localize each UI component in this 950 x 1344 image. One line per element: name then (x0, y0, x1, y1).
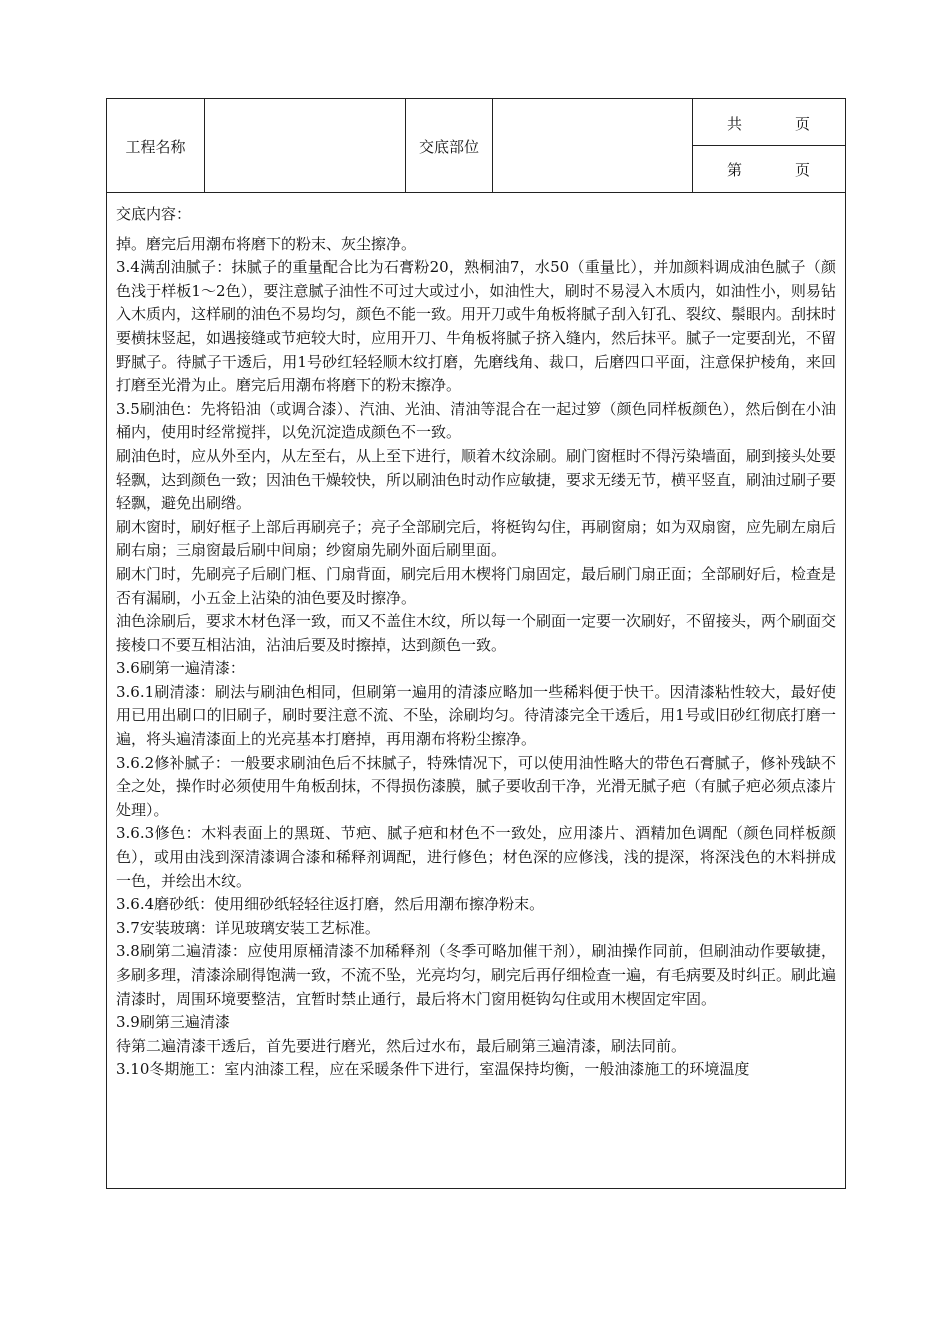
content-paragraph: 3.6.2修补腻子：一般要求刷油色后不抹腻子，特殊情况下，可以使用油性略大的带色石膏腻子，修补残缺不全之处，操作时必须使用牛角板刮抹，不得损伤漆膜，腻子要收刮干净，光滑无腻子疤（有腻子疤必须点漆片处理）。 (116, 753, 837, 819)
content-paragraph: 3.6.4磨砂纸：使用细砂纸轻轻往返打磨，然后用潮布擦净粉末。 (116, 895, 545, 914)
row-divider (692, 145, 845, 146)
content-label: 交底内容： (116, 205, 192, 223)
content-paragraph: 3.5刷油色：先将铅油（或调合漆）、汽油、光油、清油等混合在一起过箩（颜色同样板颜色），然后倒在小油桶内，使用时经常搅拌，以免沉淀造成颜色不一致。 (116, 399, 836, 442)
content-paragraph: 3.4满刮油腻子：抹腻子的重量配合比为石膏粉20，熟桐油7，水50（重量比），并加颜料调成油色腻子（颜色浅于样板1～2色），要注意腻子油性不可过大或过小，如油性大，刷时不易浸入木质内，如油性小，则易钻入木质内，这样刷的油色不易均匀，颜色不能一致。用开刀或牛角板将腻子刮入钉孔、裂纹、鬃眼内。刮抹时要横抹竖起，如遇接缝或节疤较大时，应用开刀、牛角板将腻子挤入缝内，然后抹平。腻子一定要刮光，不留野腻子。待腻子干透后，用1号砂红轻轻顺木纹打磨，先磨线角、裁口，后磨四口平面，注意保护棱角，来回打磨至光滑为止。磨完后用潮布将磨下的粉末擦净。 (116, 258, 837, 395)
header-table (107, 99, 845, 193)
content-paragraph: 刷油色时，应从外至内，从左至右，从上至下进行，顺着木纹涂刷。刷门窗框时不得污染墙面，刷到接头处要轻飘，达到颜色一致；因油色干燥较快，所以刷油色时动作应敏捷，要求无缕无节，横平竖直，刷油过刷子要轻飘，避免出刷绺。 (116, 446, 837, 513)
page-number-suffix: 页 (795, 161, 811, 179)
content-paragraph: 待第二遍清漆干透后，首先要进行磨光，然后过水布，最后刷第三遍清漆，刷法同前。 (116, 1036, 687, 1055)
project-name-label: 工程名称 (125, 137, 186, 156)
content-paragraph: 3.8刷第二遍清漆：应使用原桶清漆不加稀释剂（冬季可略加催干剂），刷油操作同前，但刷油动作要敏捷，多刷多理，清漆涂刷得饱满一致，不流不坠，光亮均匀，刷完后再仔细检查一遍，有毛病要及时纠正。刷此遍清漆时，周围环境要整洁，宜暂时禁止通行，最后将木门窗用梃钩勾住或用木楔固定牢固。 (116, 942, 837, 1008)
total-pages-suffix: 页 (795, 115, 811, 133)
content-paragraph: 掉。磨完后用潮布将磨下的粉末、灰尘擦净。 (116, 234, 417, 253)
content-paragraph: 刷木窗时，刷好框子上部后再刷亮子；亮子全部刷完后，将梃钩勾住，再刷窗扇；如为双扇窗，应先刷左扇后刷右扇；三扇窗最后刷中间扇；纱窗扇先刷外面后刷里面。 (116, 517, 837, 560)
total-pages-prefix: 共 (727, 115, 743, 133)
location-value (493, 99, 692, 193)
content-paragraph: 刷木门时，先刷亮子后刷门框、门扇背面，刷完后用木楔将门扇固定，最后刷门扇正面；全部刷好后，检查是否有漏刷，小五金上沾染的油色要及时擦净。 (116, 564, 837, 607)
disclosure-sheet (106, 98, 846, 1189)
content-paragraph: 3.7安装玻璃：详见玻璃安装工艺标准。 (116, 918, 380, 937)
project-name-value (205, 99, 405, 193)
content-paragraph: 3.6刷第一遍清漆： (116, 659, 245, 678)
content-paragraph: 油色涂刷后，要求木材色泽一致，而又不盖住木纹，所以每一个刷面一定要一次刷好，不留接头，两个刷面交接棱口不要互相沾油，沾油后要及时擦掉，达到颜色一致。 (116, 612, 837, 654)
disclosure-content (116, 203, 836, 1082)
location-label: 交底部位 (418, 137, 479, 156)
page-number-prefix: 第 (727, 161, 743, 179)
content-paragraph: 3.9刷第三遍清漆 (116, 1013, 230, 1032)
content-paragraph: 3.10冬期施工：室内油漆工程，应在采暖条件下进行，室温保持均衡，一般油漆施工的环境温度 (116, 1060, 750, 1079)
content-paragraph: 3.6.1刷清漆：刷法与刷油色相同，但刷第一遍用的清漆应略加一些稀料便于快干。因清漆粘性较大，最好使用已用出刷口的旧刷子，刷时要注意不流、不坠，涂刷均匀。待清漆完全干透后，用1号或旧砂红彻底打磨一遍，将头遍清漆面上的光亮基本打磨掉，再用潮布将粉尘擦净。 (116, 682, 836, 749)
content-paragraph: 3.6.3修色：木料表面上的黑斑、节疤、腻子疤和材色不一致处，应用漆片、酒精加色调配（颜色同样板颜色），或用由浅到深清漆调合漆和稀释剂调配，进行修色；材色深的应修浅，浅的提深，将深浅色的木料拼成一色，并绘出木纹。 (116, 824, 836, 890)
